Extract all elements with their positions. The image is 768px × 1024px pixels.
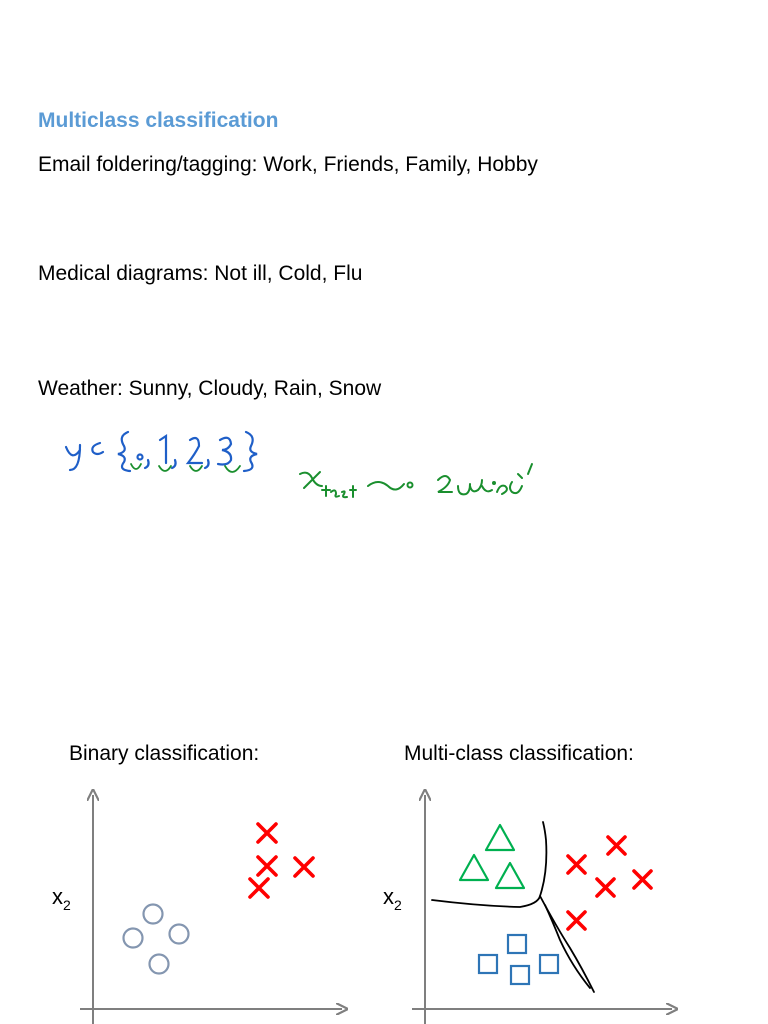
example-weather: Weather: Sunny, Cloudy, Rain, Snow: [38, 377, 382, 400]
cross-point: [597, 879, 614, 896]
multi-y-axis-label: $x_2$: [383, 884, 402, 913]
square-point: [540, 955, 558, 973]
square-point: [508, 935, 526, 953]
triangle-point: [460, 855, 488, 880]
cross-point: [295, 858, 313, 876]
binary-plot-title: Binary classification:: [69, 742, 260, 765]
binary-axes: [80, 795, 342, 1024]
cross-point: [250, 879, 268, 897]
multi-squares: [479, 935, 558, 984]
cross-point: [258, 824, 276, 842]
multi-triangles: [460, 825, 524, 888]
multi-plot-title: Multi-class classification:: [404, 742, 634, 765]
multi-axes: [412, 795, 672, 1024]
cross-point: [608, 837, 625, 854]
page-title: Multiclass classification: [38, 109, 279, 132]
cross-point: [634, 871, 651, 888]
triangle-point: [486, 825, 514, 850]
example-medical: Medical diagrams: Not ill, Cold, Flu: [38, 262, 363, 285]
square-point: [511, 966, 529, 984]
square-point: [479, 955, 497, 973]
binary-y-axis-label: $x_2$: [52, 884, 71, 913]
example-email: Email foldering/tagging: Work, Friends, Family, Hobby: [38, 153, 538, 176]
circle-point: [170, 925, 189, 944]
triangle-point: [496, 863, 524, 888]
circle-point: [144, 905, 163, 924]
cross-point: [568, 912, 585, 929]
cross-point: [258, 857, 276, 875]
multi-crosses: [568, 837, 651, 929]
cross-point: [568, 856, 585, 873]
circle-point: [124, 929, 143, 948]
binary-circles: [124, 905, 189, 974]
binary-crosses: [250, 824, 313, 897]
circle-point: [150, 955, 169, 974]
